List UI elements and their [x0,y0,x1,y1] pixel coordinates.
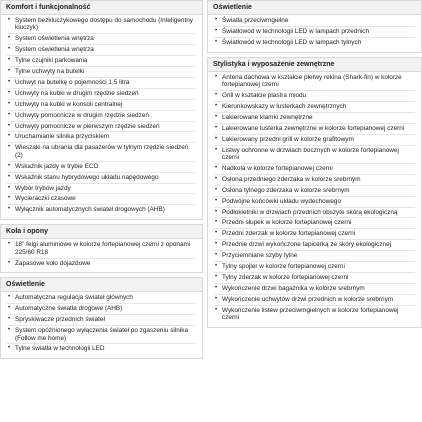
item-text: Tylny zderzak w kolorze fortepianowej czerni [222,273,349,281]
bullet-icon: • [215,38,218,45]
item-text: Nadkola w kolorze fortepianowej czerni [222,164,333,172]
bullet-icon: • [215,135,218,142]
list-item [214,307,415,323]
item-text: Wykończenie uchwytów drzwi przednich w kolorze srebrnym [222,295,394,303]
bullet-icon: • [215,306,218,313]
list-item [214,230,415,240]
bullet-icon: • [8,35,11,42]
list-item [7,206,196,215]
item-text: Światłowód w technologii LED w lampach tylnych [222,38,362,46]
bullet-icon: • [215,241,218,248]
bullet-icon: • [8,100,11,107]
bullet-icon: • [215,295,218,302]
item-text: Tylne czujniki parkowania [15,57,88,65]
list-item [7,327,196,344]
feature-list [1,15,202,219]
item-text: Uchwyt na butelkę o pojemności 1,5 litra [15,78,130,86]
item-text: Podwójne końcówki układu wydechowego [222,197,342,205]
bullet-icon: • [8,206,11,213]
item-text: Wykończenie listew przeciwmgielnych w kolorze fortepianowej czerni [222,306,399,322]
section-comfort [0,0,203,220]
bullet-icon: • [215,230,218,237]
item-text: Lakierowane lusterka zewnętrzne w kolorze fortepianowej czerni [222,124,405,132]
item-text: Wycieraczki czasowe [15,195,76,203]
section-title: Koła i opony [1,225,202,239]
bullet-icon: • [215,164,218,171]
list-item [214,92,415,102]
bullet-icon: • [8,144,11,151]
feature-list [1,292,202,358]
bullet-icon: • [215,284,218,291]
list-item [214,274,415,284]
bullet-icon: • [8,89,11,96]
item-text: Osłona tylnego zderzaka w kolorze srebrnym [222,186,350,194]
item-text: Wykończenie drzwi bagażnika w kolorze srebrnym [222,284,365,292]
list-item [7,133,196,143]
left-column [0,0,203,363]
list-item [214,187,415,197]
item-text: Światłowód w technologii LED w lampach przednich [222,27,370,35]
bullet-icon: • [8,122,11,129]
bullet-icon: • [215,219,218,226]
list-item [7,57,196,67]
list-item [7,345,196,354]
bullet-icon: • [8,173,11,180]
list-item [7,35,196,45]
bullet-icon: • [215,197,218,204]
list-item [214,296,415,306]
bullet-icon: • [8,133,11,140]
list-item [7,112,196,122]
list-item [7,17,196,34]
bullet-icon: • [8,345,11,352]
feature-list [1,239,202,272]
item-text: Przyciemniane szyby tylne [222,252,298,260]
list-item [7,260,196,269]
bullet-icon: • [215,27,218,34]
list-item [7,195,196,205]
list-item [7,123,196,133]
bullet-icon: • [8,111,11,118]
list-item [7,294,196,304]
list-item [214,198,415,208]
list-item [7,79,196,89]
list-item [214,176,415,186]
item-text: Przednie drzwi wykończone tapicerką ze skóry ekologicznej [222,241,392,249]
bullet-icon: • [215,92,218,99]
list-item [214,285,415,295]
bullet-icon: • [8,294,11,301]
list-item [7,316,196,326]
bullet-icon: • [215,263,218,270]
list-item [7,174,196,184]
list-item [214,209,415,219]
bullet-icon: • [215,186,218,193]
section-title: Komfort i funkcjonalność [1,1,202,15]
item-text: Tylne uchwyty na butelki [15,68,85,76]
item-text: Wybór trybów jazdy [15,184,71,192]
item-text: Zapasowe koło dojazdowe [15,259,91,267]
bullet-icon: • [215,73,218,80]
section-title: Oświetlenie [1,278,202,292]
item-text: System opóźnionego wyłączenia świateł po zgaszeniu silnika (Follow me home) [15,327,188,342]
item-text: Grill w kształcie plastra miodu [222,92,307,100]
list-item [214,17,415,27]
item-text: Uchwyty na kubki w konsoli centralnej [15,100,123,108]
item-text: Uchwyty pomocnicze w pierwszym rzędzie siedzeń [15,122,160,130]
bullet-icon: • [215,124,218,131]
list-item [214,263,415,273]
list-item [214,165,415,175]
bullet-icon: • [8,68,11,75]
section-title: Stylistyka i wyposażenie zewnętrzne [208,58,421,72]
list-item [214,114,415,124]
item-text: Wskaźnik stanu hybrydowego układu napędowego [15,173,159,181]
bullet-icon: • [215,146,218,153]
section-lighting-continued [207,0,422,53]
item-text: Antena dachowa w kształcie płetwy rekina (Shark-fin) w kolorze fortepianowej czerni [222,73,402,89]
bullet-icon: • [215,102,218,109]
item-text: Światła przeciwmgielne [222,17,289,24]
item-text: Uruchamianie silnika przyciskiem [15,133,110,141]
list-item [7,101,196,111]
item-text: Kierunkowskazy w lusterkach zewnętrznych [222,102,347,110]
section-lighting [0,277,203,359]
item-text: Automatyczna regulacja świateł głównych [15,294,133,302]
bullet-icon: • [8,259,11,266]
bullet-icon: • [8,46,11,53]
right-column [207,0,422,332]
bullet-icon: • [8,241,11,248]
item-text: Wyłącznik automatycznych świateł drogowych (AHB) [15,206,165,214]
list-item [214,219,415,229]
item-text: Wieszaki na ubrania dla pasażerów w tylnym rzędzie siedzeń (2) [15,144,189,159]
list-item [7,185,196,195]
item-text: Wskaźnik jazdy w trybie ECO [15,162,99,170]
bullet-icon: • [215,273,218,280]
section-wheels [0,224,203,273]
list-item [214,147,415,164]
item-text: Podłokietniki w drzwiach przednich obszyte skórą ekologiczną [222,208,398,216]
bullet-icon: • [8,316,11,323]
list-item [214,28,415,38]
list-item [7,68,196,78]
section-title: Oświetlenie [208,1,421,15]
bullet-icon: • [8,57,11,64]
item-text: Tylny spojler w kolorze fortepianowej czerni [222,263,345,271]
item-text: 18" felgi aluminiowe w kolorze fortepianowej czerni z oponami 225/60 R18 [15,241,191,256]
bullet-icon: • [215,113,218,120]
list-item [214,252,415,262]
item-text: Przedni zderzak w kolorze fortepianowej czerni [222,230,356,238]
bullet-icon: • [8,17,11,23]
item-text: System bezkluczykowego dostępu do samochodu (Inteligentny kluczyk) [15,17,193,32]
list-item [214,103,415,113]
list-item [214,39,415,48]
item-text: Lakierowany przedni grill w kolorze grafitowym [222,135,354,143]
bullet-icon: • [8,305,11,312]
item-text: Uchwyty pomocnicze w drugim rzędzie siedzeń [15,111,149,119]
item-text: System oświetlenia wnętrza [15,35,94,43]
item-text: Spryskiwacze przednich świateł [15,316,105,324]
item-text: Listwy ochronne w drzwiach bocznych w kolorze fortepianowej czerni [222,146,399,161]
list-item [7,46,196,56]
item-text: Automatyczne światła drogowe (AHB) [15,305,123,313]
bullet-icon: • [215,17,218,23]
bullet-icon: • [8,195,11,202]
list-item [214,241,415,251]
list-item [7,144,196,161]
bullet-icon: • [215,175,218,182]
bullet-icon: • [8,162,11,169]
item-text: Uchwyty na kubki w drugim rzędzie siedzeń [15,89,139,97]
list-item [7,241,196,258]
bullet-icon: • [8,184,11,191]
bullet-icon: • [8,327,11,334]
list-item [7,163,196,173]
bullet-icon: • [215,208,218,215]
feature-list [208,72,421,327]
list-item [7,90,196,100]
list-item [214,74,415,91]
item-text: Tylne światła w technologii LED [15,345,105,353]
bullet-icon: • [215,252,218,259]
list-item [214,125,415,135]
section-styling [207,57,422,328]
feature-list [208,15,421,52]
list-item [7,305,196,315]
item-text: System oświetlenia wnętrza [15,46,94,54]
item-text: Osłona przedniego zderzaka w kolorze srebrnym [222,175,361,183]
list-item [214,136,415,146]
item-text: Przedni słupek w kolorze fortepianowej czerni [222,219,352,227]
bullet-icon: • [8,78,11,85]
item-text: Lakierowane klamki zewnętrzne [222,113,313,121]
